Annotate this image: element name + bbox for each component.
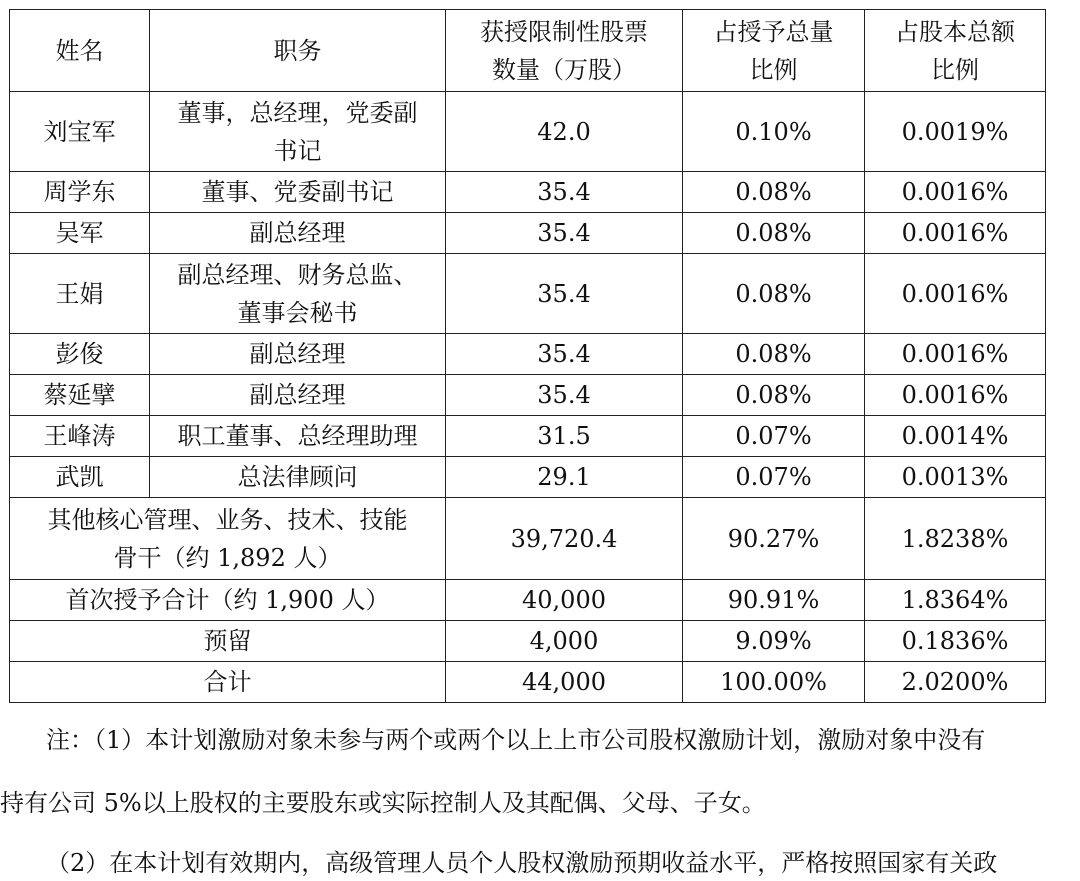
cell-position: 董事、党委副书记: [150, 172, 446, 213]
table-row: [10, 457, 1046, 498]
cell-capital-ratio: 1.8364%: [865, 580, 1046, 621]
cell-position-line2: 董事会秘书: [237, 298, 358, 327]
cell-name: 吴军: [10, 213, 150, 254]
cell-capital-ratio: 0.0013%: [865, 457, 1046, 498]
cell-position-line2: 书记: [273, 136, 322, 165]
cell-shares: 35.4: [446, 334, 683, 375]
cell-shares: 35.4: [446, 172, 683, 213]
header-grant-ratio-line1: 占授予总量: [713, 17, 834, 46]
cell-shares: 42.0: [446, 92, 683, 172]
cell-capital-ratio: 0.0016%: [865, 334, 1046, 375]
cell-shares: 40,000: [446, 580, 683, 621]
cell-capital-ratio: 0.1836%: [865, 621, 1046, 662]
table-row: [10, 334, 1046, 375]
cell-capital-ratio: 0.0016%: [865, 172, 1046, 213]
cell-grant-ratio: 90.91%: [683, 580, 865, 621]
cell-capital-ratio: 0.0016%: [865, 375, 1046, 416]
table-row-summary: [10, 580, 1046, 621]
cell-grant-ratio: 0.08%: [683, 213, 865, 254]
cell-capital-ratio: 0.0016%: [865, 213, 1046, 254]
cell-position: 副总经理: [150, 213, 446, 254]
cell-shares: 39,720.4: [446, 498, 683, 580]
header-grant-ratio-line2: 比例: [749, 55, 798, 84]
cell-grant-ratio: 0.07%: [683, 416, 865, 457]
cell-summary-label: [10, 498, 446, 580]
cell-shares: 35.4: [446, 213, 683, 254]
cell-summary-label: 预留: [10, 621, 446, 662]
cell-name: 彭俊: [10, 334, 150, 375]
restricted-stock-allocation-table: [9, 9, 1046, 703]
note-line-3: （2）在本计划有效期内，高级管理人员个人股权激励预期收益水平，严格按照国家有关政: [46, 849, 998, 877]
cell-position: 副总经理: [150, 375, 446, 416]
header-capital-ratio: [865, 10, 1046, 92]
cell-grant-ratio: 0.10%: [683, 92, 865, 172]
header-shares-line1: 获授限制性股票: [480, 17, 648, 46]
header-shares-line2: 数量（万股）: [492, 55, 636, 84]
table-row: [10, 254, 1046, 334]
cell-shares: 29.1: [446, 457, 683, 498]
cell-position: 副总经理: [150, 334, 446, 375]
note-line-1: 注：（1）本计划激励对象未参与两个或两个以上上市公司股权激励计划，激励对象中没有: [46, 726, 986, 754]
table-row-summary: [10, 621, 1046, 662]
cell-summary-label-line1: 其他核心管理、业务、技术、技能: [47, 505, 408, 534]
table-row: [10, 172, 1046, 213]
header-name: 姓名: [10, 10, 150, 92]
cell-name: 刘宝军: [10, 92, 150, 172]
cell-capital-ratio: 0.0016%: [865, 254, 1046, 334]
header-capital-ratio-line2: 比例: [931, 55, 979, 84]
cell-summary-label: 合计: [10, 662, 446, 703]
cell-grant-ratio: 100.00%: [683, 662, 865, 703]
header-grant-ratio: [683, 10, 865, 92]
table-row-total: [10, 662, 1046, 703]
cell-summary-label: 首次授予合计（约 1,900 人）: [10, 580, 446, 621]
cell-capital-ratio: 0.0014%: [865, 416, 1046, 457]
cell-position-line1: 副总经理、财务总监、: [177, 260, 418, 289]
cell-shares: 35.4: [446, 254, 683, 334]
cell-name: 蔡延擘: [10, 375, 150, 416]
cell-grant-ratio: 9.09%: [683, 621, 865, 662]
table-row-summary: [10, 498, 1046, 580]
cell-name: 周学东: [10, 172, 150, 213]
cell-shares: 31.5: [446, 416, 683, 457]
cell-summary-label-line2: 骨干（约 1,892 人）: [113, 543, 342, 572]
cell-capital-ratio: 0.0019%: [865, 92, 1046, 172]
cell-grant-ratio: 0.07%: [683, 457, 865, 498]
cell-grant-ratio: 90.27%: [683, 498, 865, 580]
table-row: [10, 213, 1046, 254]
cell-grant-ratio: 0.08%: [683, 254, 865, 334]
cell-shares: 35.4: [446, 375, 683, 416]
cell-grant-ratio: 0.08%: [683, 375, 865, 416]
cell-name: 武凯: [10, 457, 150, 498]
cell-position-line1: 董事，总经理，党委副: [177, 98, 418, 127]
cell-capital-ratio: 1.8238%: [865, 498, 1046, 580]
cell-position: [150, 254, 446, 334]
header-capital-ratio-line1: 占股本总额: [895, 17, 1015, 46]
cell-name: 王娟: [10, 254, 150, 334]
cell-position: [150, 92, 446, 172]
table-row: [10, 375, 1046, 416]
header-position: 职务: [150, 10, 446, 92]
table-header-row: [10, 10, 1046, 92]
table-row: [10, 92, 1046, 172]
cell-grant-ratio: 0.08%: [683, 334, 865, 375]
header-shares: [446, 10, 683, 92]
cell-shares: 4,000: [446, 621, 683, 662]
cell-name: 王峰涛: [10, 416, 150, 457]
note-line-2: 持有公司 5%以上股权的主要股东或实际控制人及其配偶、父母、子女。: [0, 789, 766, 817]
cell-position: 总法律顾问: [150, 457, 446, 498]
cell-shares: 44,000: [446, 662, 683, 703]
cell-capital-ratio: 2.0200%: [865, 662, 1046, 703]
cell-grant-ratio: 0.08%: [683, 172, 865, 213]
cell-position: 职工董事、总经理助理: [150, 416, 446, 457]
table-row: [10, 416, 1046, 457]
